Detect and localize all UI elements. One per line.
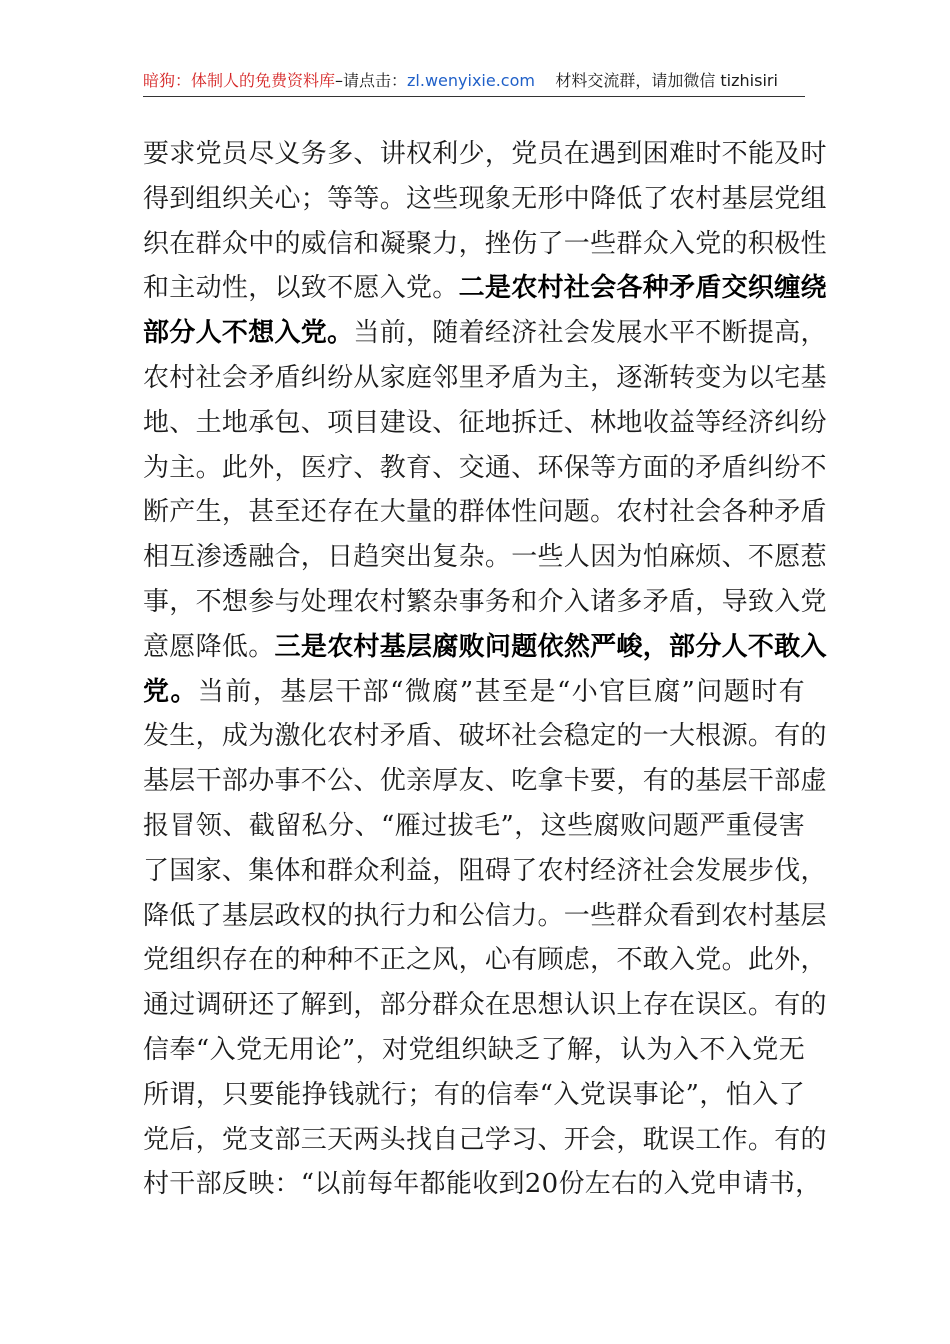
- text-line: [143, 177, 827, 222]
- body-text-segment: 相互渗透融合，日趋突出复杂。一些人因为怕麻烦、不愿惹: [143, 542, 827, 573]
- bold-heading-text: 二是农村社会各种矛盾交织缠绕: [458, 273, 827, 304]
- text-line: [143, 132, 827, 177]
- text-line: [143, 714, 827, 759]
- text-line: [143, 535, 827, 580]
- body-text-segment: 当前，基层干部“微腐”甚至是“小官巨腐”问题时有: [197, 676, 805, 707]
- text-line: [143, 804, 805, 849]
- text-line: [143, 490, 827, 535]
- body-text-segment: 地、土地承包、项目建设、征地拆迁、林地收益等经济纠纷: [143, 407, 827, 438]
- text-line: [143, 311, 827, 356]
- bold-heading-text: 三是农村基层腐败问题依然严峻，部分人不敢入: [274, 631, 827, 662]
- text-line: [143, 938, 827, 983]
- text-line: [143, 266, 827, 311]
- body-text-segment: 得到组织关心；等等。这些现象无形中降低了农村基层党组: [143, 183, 827, 214]
- body-text-segment: 通过调研还了解到，部分群众在思想认识上存在误区。有的: [143, 990, 827, 1021]
- bold-heading-text: 党。: [143, 676, 198, 707]
- text-line: [143, 446, 827, 491]
- bold-heading-text: 部分人不想入党。: [143, 318, 354, 349]
- body-text-segment: 信奉“入党无用论”，对党组织缺乏了解，认为入不入党无: [143, 1034, 805, 1065]
- text-line: [143, 1162, 822, 1207]
- body-text-segment: 降低了基层政权的执行力和公信力。一些群众看到农村基层: [143, 900, 827, 931]
- body-text-segment: 基层干部办事不公、优亲厚友、吃拿卡要，有的基层干部虚: [143, 766, 827, 797]
- body-text-segment: 和主动性，以致不愿入党。: [143, 273, 459, 304]
- body-text-segment: 报冒领、截留私分、“雁过拔毛”，这些腐败问题严重侵害: [143, 810, 805, 841]
- text-line: [143, 356, 827, 401]
- body-text-segment: 当前，随着经济社会发展水平不断提高，: [353, 318, 827, 349]
- body-text-segment: 发生，成为激化农村矛盾、破坏社会稳定的一大根源。有的: [143, 721, 827, 752]
- body-text-segment: 农村社会矛盾纠纷从家庭邻里矛盾为主，逐渐转变为以宅基: [143, 362, 827, 393]
- text-line: [143, 849, 827, 894]
- text-line: [143, 1028, 805, 1073]
- header-group-text: 材料交流群，请加微信 tizhisiri: [555, 71, 778, 90]
- text-line: [143, 759, 827, 804]
- page-header: [143, 66, 805, 97]
- text-line: [143, 401, 827, 446]
- header-click-prefix: –请点击：: [335, 71, 408, 90]
- text-line: [143, 1073, 805, 1118]
- body-text-segment: 要求党员尽义务多、讲权利少，党员在遇到困难时不能及时: [143, 139, 827, 169]
- text-line: [143, 983, 827, 1028]
- header-spacer: [535, 71, 555, 90]
- body-text-segment: 村干部反映：“以前每年都能收到20份左右的入党申请书，: [143, 1169, 822, 1200]
- body-text-segment: 事，不想参与处理农村繁杂事务和介入诸多矛盾，导致入党: [143, 586, 827, 617]
- body-text-segment: 党组织存在的种种不正之风，心有顾虑，不敢入党。此外，: [143, 945, 827, 976]
- text-line: [143, 670, 805, 715]
- body-text-segment: 断产生，甚至还存在大量的群体性问题。农村社会各种矛盾: [143, 497, 827, 528]
- body-text-segment: 为主。此外，医疗、教育、交通、环保等方面的矛盾纠纷不: [143, 452, 827, 483]
- text-line: [143, 894, 827, 939]
- text-line: [143, 1118, 827, 1163]
- document-body: [143, 132, 827, 1207]
- body-text-segment: 党后，党支部三天两头找自己学习、开会，耽误工作。有的: [143, 1124, 827, 1155]
- text-line: [143, 222, 827, 267]
- header-promo-text: 暗狗：体制人的免费资料库: [143, 71, 336, 90]
- text-line: [143, 580, 827, 625]
- header-url-link[interactable]: zl.wenyixie.com: [407, 71, 535, 90]
- body-text-segment: 织在群众中的威信和凝聚力，挫伤了一些群众入党的积极性: [143, 228, 827, 259]
- body-text-segment: 所谓，只要能挣钱就行；有的信奉“入党误事论”，怕入了: [143, 1079, 805, 1110]
- text-line: [143, 625, 827, 670]
- body-text-segment: 意愿降低。: [143, 631, 275, 662]
- body-text-segment: 了国家、集体和群众利益，阻碍了农村经济社会发展步伐，: [143, 855, 827, 886]
